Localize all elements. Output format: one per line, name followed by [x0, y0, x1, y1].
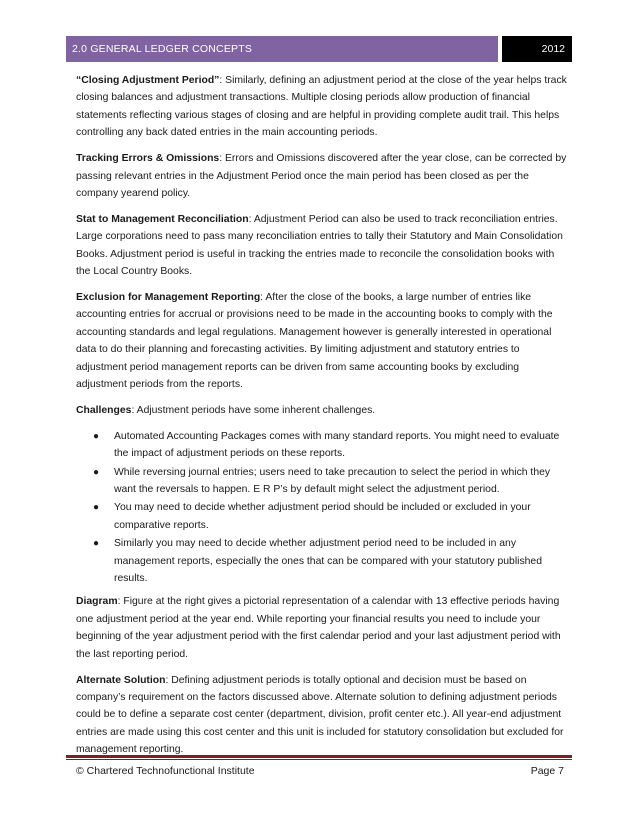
paragraph-closing-adjustment-period — [76, 72, 568, 142]
header-title: 2.0 GENERAL LEDGER CONCEPTS — [66, 36, 498, 62]
paragraph-text: : Similarly, defining an adjustment period at the close of the year helps track closing balances and adjustment transactions. Multiple closing periods allow production of financial statements reflecting various stages of closing and are helpful in providing complete audit trail. This helps controlling any back dated entries in the main accounting periods. — [76, 75, 567, 139]
paragraph-heading: Exclusion for Management Reporting — [76, 291, 261, 303]
paragraph-alternate-solution — [76, 672, 568, 759]
paragraph-text: : Adjustment periods have some inherent challenges. — [131, 404, 376, 416]
paragraph-stat-to-management — [76, 211, 568, 281]
list-item-text: While reversing journal entries; users need to take precaution to select the period in which they want the reversals to happen. E R P’s by default might select the adjustment period. — [114, 466, 551, 496]
paragraph-text: : Errors and Omissions discovered after the year close, can be corrected by passing relevant entries in the Adjustment Period once the main period has been closed as per the company yearend policy. — [76, 153, 567, 199]
list-item — [76, 428, 568, 463]
paragraph-heading: Stat to Management Reconciliation — [76, 213, 249, 225]
list-item — [76, 464, 568, 499]
footer-rule-thick — [66, 755, 572, 758]
page-header — [66, 36, 572, 62]
paragraph-heading: Diagram — [76, 596, 118, 608]
paragraph-tracking-errors — [76, 150, 568, 202]
paragraph-heading: “Closing Adjustment Period” — [76, 75, 220, 86]
page-number: Page 7 — [530, 765, 564, 777]
paragraph-challenges — [76, 402, 568, 419]
bullet-icon: ● — [93, 430, 100, 442]
bullet-icon: ● — [93, 538, 100, 550]
footer-copyright: © Chartered Technofunctional Institute — [76, 765, 255, 777]
list-item-text: Automated Accounting Packages comes with many standard reports. You might need to evaluate the impact of adjustment periods on these reports. — [114, 430, 560, 460]
paragraph-text: : Figure at the right gives a pictorial representation of a calendar with 13 effective periods having one adjustment period at the year end. While reporting your financial results you need to include your beginning of the year adjustment period with the first calendar period and your last adjustment period with the last reporting period. — [76, 596, 561, 660]
list-item — [76, 535, 568, 587]
bullet-icon: ● — [93, 502, 100, 514]
page-footer — [76, 765, 564, 777]
header-year: 2012 — [502, 36, 572, 62]
paragraph-text: : Defining adjustment periods is totally optional and decision must be based on company’s requirement on the factors discussed above. Alternate solution to defining adjustment periods could be to define a separate cost center (department, division, profit center etc.). All year-end adjustment entries are made using this cost center and this unit is included for statutory consolidation but excluded for management reporting. — [76, 674, 564, 756]
list-item — [76, 499, 568, 534]
challenges-bullet-list — [76, 428, 568, 588]
paragraph-diagram — [76, 593, 568, 663]
bullet-icon: ● — [93, 466, 100, 478]
paragraph-heading: Alternate Solution — [76, 674, 166, 686]
paragraph-exclusion-management-reporting — [76, 289, 568, 393]
paragraph-text: : Adjustment Period can also be used to track reconciliation entries. Large corporations need to pass many reconciliation entries to tally their Statutory and Main Consolidation Books. Adjustment period is useful in tracking the entries made to reconcile the consolidation books with the Local Country Books. — [76, 213, 563, 278]
list-item-text: You may need to decide whether adjustment period should be included or excluded in your comparative reports. — [114, 502, 531, 531]
paragraph-heading: Tracking Errors & Omissions — [76, 153, 220, 165]
paragraph-text: : After the close of the books, a large number of entries like accounting entries for accrual or provisions need to be made in the accounting books to comply with the accounting standards and legal regulations. Management however is generally interested in operational data to do their planning and forecasting activities. By limiting adjustment and statutory entries to adjustment period management reports can be driven from same accounting books by excluding adjustment periods from the reports. — [76, 291, 553, 390]
document-body — [76, 72, 568, 767]
paragraph-heading: Challenges — [76, 404, 132, 416]
footer-rule-thin — [66, 759, 572, 760]
list-item-text: Similarly you may need to decide whether adjustment period need to be included in any management reports, especially the ones that can be compared with your statutory published results. — [114, 538, 542, 585]
